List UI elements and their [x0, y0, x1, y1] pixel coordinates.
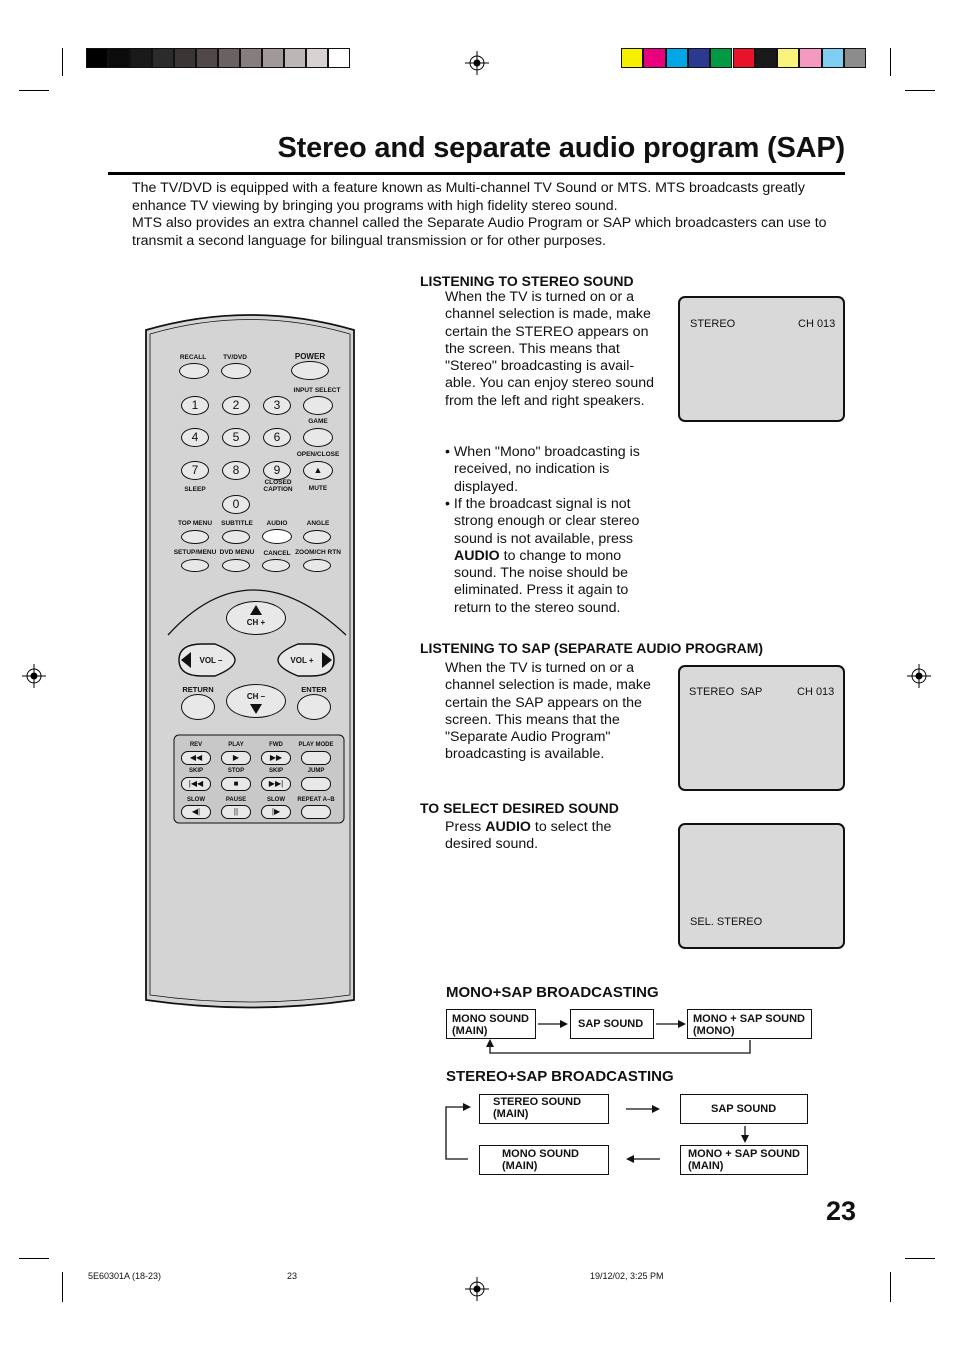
color-swatch [822, 48, 844, 68]
repeat-button[interactable] [301, 805, 331, 819]
fast-forward-icon: ▶▶ [269, 753, 283, 762]
crop-mark [62, 48, 63, 76]
remote-label: TOP MENU [177, 520, 213, 527]
tv-screen-sap [678, 665, 845, 791]
digit-8-button[interactable]: 8 [222, 461, 250, 480]
section-heading: TO SELECT DESIRED SOUND [420, 800, 619, 816]
color-swatch [777, 48, 799, 68]
digit-3-button[interactable]: 3 [263, 396, 291, 415]
remote-label: POWER [294, 352, 326, 361]
color-swatch [621, 48, 643, 68]
remote-label: SKIP [268, 768, 283, 774]
flow-box: MONO + SAP SOUND (MONO) [687, 1009, 812, 1039]
intro-paragraph: MTS also provides an extra channel called the Separate Audio Program or SAP which broadcasters can use to transmit a second language for bilingual transmission or for other purposes. [132, 215, 827, 249]
crop-mark [905, 90, 935, 91]
registration-mark-icon [907, 664, 931, 688]
footer-page: 23 [287, 1271, 298, 1281]
jump-button[interactable] [301, 777, 331, 791]
remote-label: CH + [246, 618, 266, 627]
remote-label: SUBTITLE [221, 520, 253, 527]
color-swatch [733, 48, 755, 68]
flow-box: MONO + SAP SOUND (MAIN) [680, 1145, 808, 1175]
stop-button[interactable] [221, 777, 251, 791]
zoom-button[interactable] [303, 559, 331, 572]
dvd-menu-button[interactable] [222, 559, 250, 572]
remote-label: CLOSED CAPTION [263, 479, 293, 493]
color-swatch [284, 48, 306, 68]
title-rule [108, 172, 845, 175]
color-swatch [130, 48, 152, 68]
fwd-button[interactable] [261, 751, 291, 765]
footer-date: 19/12/02, 3:25 PM [590, 1271, 664, 1281]
flow-arrows [440, 1005, 820, 1065]
remote-label: SLOW [267, 797, 285, 803]
pause-icon: || [233, 807, 239, 816]
color-swatch [86, 48, 108, 68]
recall-button[interactable] [179, 363, 209, 379]
crop-mark [62, 1272, 63, 1302]
remote-label: ANGLE [306, 520, 330, 527]
screen-indicator: STEREO [690, 318, 736, 330]
remote-label: GAME [308, 418, 328, 425]
eject-icon: ▲ [313, 465, 323, 475]
remote-label: MUTE [308, 485, 328, 492]
section-heading: LISTENING TO SAP (SEPARATE AUDIO PROGRAM) [420, 640, 764, 656]
remote-label: PAUSE [225, 797, 247, 803]
color-swatch [108, 48, 130, 68]
color-swatch [196, 48, 218, 68]
remote-label: AUDIO [266, 520, 288, 527]
digit-1-button[interactable]: 1 [181, 396, 209, 415]
arrow-down-icon [250, 704, 262, 714]
digit-2-button[interactable]: 2 [222, 396, 250, 415]
crop-mark [19, 90, 49, 91]
digit-0-button[interactable]: 0 [222, 495, 250, 514]
remote-label: VOL – [199, 656, 223, 665]
remote-label: TV/DVD [223, 354, 247, 361]
remote-label: SLEEP [184, 486, 206, 493]
remote-label: SETUP/MENU [173, 549, 217, 556]
color-swatch [306, 48, 328, 68]
bullet-item: • If the broadcast signal is not strong enough or clear stereo sound is not available, press AUDIO to change to mono sound. The noise should be eliminated. Press it again to return to the stereo sound. [445, 496, 640, 616]
digit-9-button[interactable]: 9 [263, 461, 291, 480]
slow-back-button[interactable] [181, 805, 211, 819]
registration-mark-icon [22, 664, 46, 688]
digit-6-button[interactable]: 6 [263, 428, 291, 447]
skip-back-button[interactable] [181, 777, 211, 791]
power-button[interactable] [291, 361, 329, 380]
setup-menu-button[interactable] [181, 559, 209, 572]
tv-screen-select [678, 823, 845, 949]
angle-button[interactable] [303, 530, 331, 544]
remote-label: OPEN/CLOSE [296, 451, 340, 458]
color-swatch [218, 48, 240, 68]
flow-arrows [440, 1090, 820, 1180]
crop-mark [19, 1258, 49, 1259]
color-swatch [755, 48, 777, 68]
remote-label: RETURN [182, 685, 214, 694]
remote-label: PLAY MODE [298, 742, 334, 748]
flow-box: SAP SOUND [680, 1094, 808, 1124]
return-button[interactable] [181, 694, 215, 720]
play-icon: ▶ [232, 753, 240, 762]
game-button[interactable] [303, 428, 333, 447]
slow-forward-button[interactable] [261, 805, 291, 819]
remote-label: ENTER [301, 685, 327, 694]
bullet-item: • When "Mono" broadcasting is received, no indication is displayed. [445, 444, 640, 495]
remote-label: STOP [227, 768, 245, 774]
crop-mark [890, 48, 891, 76]
color-swatch [710, 48, 732, 68]
digit-7-button[interactable]: 7 [181, 461, 209, 480]
remote-label: FWD [269, 742, 283, 748]
remote-label: CH – [246, 692, 266, 701]
skip-forward-icon: ▶▶| [268, 779, 284, 788]
remote-label: ZOOM/CH RTN [295, 549, 341, 556]
crop-mark [890, 1272, 891, 1302]
color-swatch [688, 48, 710, 68]
input-select-button[interactable] [303, 396, 333, 415]
registration-mark-icon [465, 51, 489, 75]
channel-indicator: CH 013 [797, 686, 835, 698]
rewind-icon: ◀◀ [189, 753, 203, 762]
remote-label: PLAY [228, 742, 244, 748]
section-body: When the TV is turned on or a channel selection is made, make certain the STEREO appears on the screen. This means that "Stereo" broadcasting is avail-able. You can enjoy stereo sound from the left and right speakers. [445, 289, 655, 409]
audio-button[interactable] [262, 529, 292, 544]
remote-label: DVD MENU [219, 549, 255, 556]
slow-back-icon: ◀| [191, 807, 201, 816]
footer-code: 5E60301A (18-23) [88, 1271, 162, 1281]
skip-forward-button[interactable] [261, 777, 291, 791]
registration-mark-icon [465, 1277, 489, 1301]
color-swatch [262, 48, 284, 68]
play-mode-button[interactable] [301, 751, 331, 765]
remote-label: CANCEL [263, 550, 291, 557]
slow-forward-icon: |▶ [271, 807, 281, 816]
digit-4-button[interactable]: 4 [181, 428, 209, 447]
remote-label: SKIP [188, 768, 203, 774]
remote-label: REV [189, 742, 203, 748]
cancel-button[interactable] [262, 559, 290, 572]
intro-paragraph: The TV/DVD is equipped with a feature known as Multi-channel TV Sound or MTS. MTS broadcasts greatly enhance TV viewing by bringing you programs with high fidelity stereo sound. [132, 180, 805, 214]
crop-mark [905, 1258, 935, 1259]
remote-label: REPEAT A–B [297, 797, 335, 803]
remote-label: INPUT SELECT [293, 387, 341, 394]
section-body: Press AUDIO to select the desired sound. [445, 819, 612, 853]
color-swatch [328, 48, 350, 68]
color-swatch [174, 48, 196, 68]
channel-indicator: CH 013 [798, 318, 836, 330]
flow-heading: STEREO+SAP BROADCASTING [446, 1068, 674, 1085]
remote-label: JUMP [307, 768, 325, 774]
eject-button[interactable] [303, 461, 333, 480]
flow-heading: MONO+SAP BROADCASTING [446, 984, 659, 1001]
screen-indicator: SEL. STEREO [690, 916, 763, 928]
section-body: When the TV is turned on or a channel selection is made, make certain the SAP appears on the screen. This means that the "Separate Audio Program" broadcasting is available. [445, 660, 651, 763]
pause-button[interactable] [221, 805, 251, 819]
color-swatch [799, 48, 821, 68]
tv-screen-stereo [678, 296, 845, 422]
remote-label: RECALL [179, 354, 207, 361]
color-swatch [844, 48, 866, 68]
screen-indicator: STEREO SAP [689, 686, 763, 698]
digit-5-button[interactable]: 5 [222, 428, 250, 447]
skip-back-icon: |◀◀ [188, 779, 204, 788]
page-number: 23 [826, 1196, 857, 1226]
play-button[interactable] [221, 751, 251, 765]
flow-box: SAP SOUND [570, 1009, 654, 1039]
flow-box: STEREO SOUND (MAIN) [479, 1094, 609, 1124]
subtitle-button[interactable] [222, 530, 250, 544]
arrow-up-icon [250, 605, 262, 615]
color-swatch [152, 48, 174, 68]
tvdvd-button[interactable] [221, 363, 251, 379]
rev-button[interactable] [181, 751, 211, 765]
flow-box: MONO SOUND (MAIN) [446, 1009, 536, 1039]
color-swatch [240, 48, 262, 68]
page-title: Stereo and separate audio program (SAP) [277, 132, 845, 164]
section-heading: LISTENING TO STEREO SOUND [420, 273, 634, 289]
color-swatch [666, 48, 688, 68]
flow-box: MONO SOUND (MAIN) [479, 1145, 609, 1175]
remote-label: SLOW [187, 797, 205, 803]
stop-icon: ■ [233, 779, 239, 788]
enter-button[interactable] [297, 694, 331, 720]
top-menu-button[interactable] [181, 530, 209, 544]
remote-label: VOL + [290, 656, 314, 665]
color-swatch [643, 48, 665, 68]
